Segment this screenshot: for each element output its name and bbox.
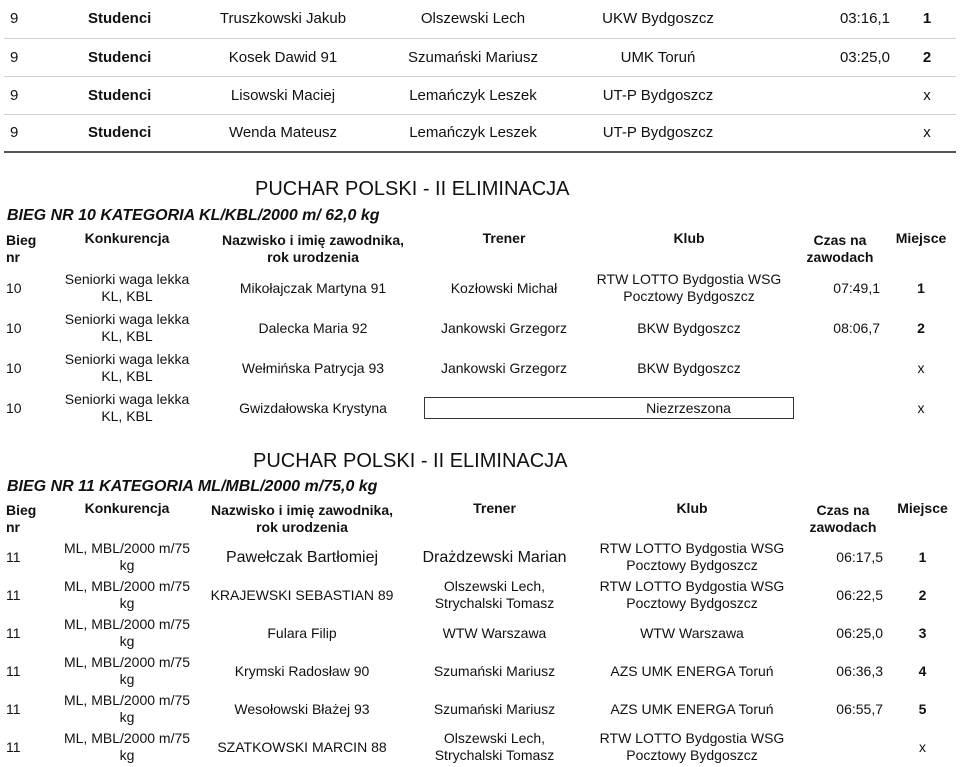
miejsce-cell: 3 [918, 624, 927, 641]
header-konkurencja: Konkurencja [84, 230, 170, 246]
klub-cell: AZS UMK ENERGA Toruń [610, 662, 774, 679]
czas-cell: 06:25,0 [836, 624, 883, 641]
zawodnik-cell: Gwizdałowska Krystyna [239, 399, 387, 416]
table-row [4, 388, 956, 428]
zawodnik-cell: Fulara Filip [267, 624, 337, 641]
header-czas: Czas na [816, 502, 870, 518]
zawodnik-cell: Lisowski Maciej [188, 76, 378, 114]
trener-cell [424, 388, 584, 428]
klub-cell: BKW Bydgoszcz [637, 319, 741, 336]
klub-cell [584, 388, 794, 428]
miejsce-cell: 4 [918, 662, 927, 679]
zawodnik-cell: Pawełczak Bartłomiej [225, 548, 379, 566]
zawodnik-cell: KRAJEWSKI SEBASTIAN 89 [210, 586, 394, 603]
section-subheading: BIEG NR 11 KATEGORIA ML/MBL/2000 m/75,0 kg [7, 478, 378, 495]
header-konkurencja: Konkurencja [84, 500, 170, 516]
czas-cell: 03:16,1 [748, 0, 898, 38]
miejsce-cell: 1 [917, 279, 925, 296]
trener-cell-2: Strychalski Tomasz [434, 747, 555, 763]
konkurencja-cell-2: kg [119, 709, 135, 725]
trener-cell: Kozłowski Michał [450, 279, 558, 296]
konkurencja-cell-2: kg [119, 671, 135, 687]
miejsce-cell: 2 [917, 319, 925, 336]
trener-cell: Szumański Mariusz [433, 662, 556, 679]
table-row [4, 268, 956, 308]
kategoria-cell: Studenci [88, 114, 188, 152]
konkurencja-cell-2: KL, KBL [101, 328, 153, 344]
trener-cell: Olszewski Lech [378, 0, 568, 38]
bieg-cell: 9 [4, 38, 88, 76]
trener-cell: WTW Warszawa [442, 624, 547, 641]
header-nr: nr [6, 519, 20, 535]
zawodnik-cell: SZATKOWSKI MARCIN 88 [217, 738, 387, 755]
results-table-studenci [4, 0, 956, 153]
klub-cell-2: Pocztowy Bydgoszcz [626, 747, 758, 763]
header-nr: nr [6, 249, 20, 265]
trener-cell: Olszewski Lech, [443, 578, 546, 594]
section-subheading: BIEG NR 10 KATEGORIA KL/KBL/2000 m/ 62,0 kg [7, 207, 380, 224]
zawodnik-cell: Krymski Radosław 90 [234, 662, 370, 679]
header-rok-urodzenia: rok urodzenia [256, 519, 348, 535]
header-trener: Trener [482, 230, 526, 246]
trener-cell: Drażdzewski Marian [422, 548, 567, 566]
kategoria-cell: Studenci [88, 76, 188, 114]
kategoria-cell: Studenci [88, 38, 188, 76]
konkurencja-cell: Seniorki waga lekka [64, 271, 190, 287]
trener-cell: Lemańczyk Leszek [378, 76, 568, 114]
konkurencja-cell-2: kg [119, 595, 135, 611]
czas-cell [748, 76, 898, 114]
czas-cell: 06:17,5 [836, 548, 883, 565]
bieg-cell: 11 [6, 700, 21, 717]
czas-cell: 06:22,5 [836, 586, 883, 603]
miejsce-cell: x [898, 76, 956, 114]
czas-cell: 07:49,1 [833, 279, 880, 296]
miejsce-cell: 2 [918, 586, 927, 603]
bieg-cell: 11 [6, 624, 21, 641]
zawodnik-cell: Wenda Mateusz [188, 114, 378, 152]
table-row [4, 114, 956, 152]
header-zawodnik: Nazwisko i imię zawodnika, [210, 502, 394, 518]
konkurencja-cell: Seniorki waga lekka [64, 311, 190, 327]
konkurencja-cell: ML, MBL/2000 m/75 [63, 616, 191, 632]
section-heading: PUCHAR POLSKI - II ELIMINACJA [255, 178, 570, 200]
konkurencja-cell-2: kg [119, 747, 135, 763]
section-heading: PUCHAR POLSKI - II ELIMINACJA [253, 450, 568, 472]
czas-cell [748, 114, 898, 152]
czas-cell [794, 348, 886, 388]
header-klub: Klub [676, 500, 708, 516]
trener-cell-2: Strychalski Tomasz [434, 595, 555, 611]
zawodnik-cell: Wełmińska Patrycja 93 [241, 359, 385, 376]
trener-cell: Szumański Mariusz [433, 700, 556, 717]
miejsce-cell: x [898, 114, 956, 152]
miejsce-cell: x [917, 399, 925, 416]
miejsce-cell: 2 [898, 38, 956, 76]
table-row [4, 76, 956, 114]
miejsce-cell: 5 [918, 700, 927, 717]
miejsce-cell: x [919, 738, 926, 755]
zawodnik-cell: Wesołowski Błażej 93 [234, 700, 370, 717]
miejsce-cell: 1 [898, 0, 956, 38]
header-row [4, 230, 956, 268]
trener-cell: Szumański Mariusz [378, 38, 568, 76]
table-row [4, 728, 956, 766]
bieg-cell: 10 [6, 319, 22, 336]
klub-cell-2: Pocztowy Bydgoszcz [623, 288, 755, 304]
konkurencja-cell-2: KL, KBL [101, 288, 153, 304]
table-row [4, 308, 956, 348]
klub-value: Niezrzeszona [584, 397, 794, 419]
klub-cell: UKW Bydgoszcz [568, 0, 748, 38]
konkurencja-cell-2: KL, KBL [101, 408, 153, 424]
konkurencja-cell-2: KL, KBL [101, 368, 153, 384]
konkurencja-cell: Seniorki waga lekka [64, 351, 190, 367]
bieg-cell: 9 [4, 0, 88, 38]
konkurencja-cell: ML, MBL/2000 m/75 [63, 578, 191, 594]
czas-cell: 03:25,0 [748, 38, 898, 76]
trener-cell: Lemańczyk Leszek [378, 114, 568, 152]
czas-cell: 08:06,7 [833, 319, 880, 336]
klub-cell: UMK Toruń [568, 38, 748, 76]
results-table-bieg-11 [4, 500, 956, 766]
miejsce-cell: 1 [918, 548, 927, 565]
table-row [4, 576, 956, 614]
konkurencja-cell: Seniorki waga lekka [64, 391, 190, 407]
bieg-cell: 9 [4, 76, 88, 114]
header-miejsce: Miejsce [895, 230, 947, 246]
konkurencja-cell: ML, MBL/2000 m/75 [63, 730, 191, 746]
header-zawodach: zawodach [806, 249, 874, 265]
header-miejsce: Miejsce [897, 500, 948, 516]
table-row [4, 348, 956, 388]
konkurencja-cell-2: kg [119, 633, 135, 649]
trener-cell: Jankowski Grzegorz [440, 359, 568, 376]
header-row [4, 500, 956, 538]
klub-cell: WTW Warszawa [640, 624, 744, 641]
table-row [4, 0, 956, 38]
bieg-cell: 9 [4, 114, 88, 152]
czas-cell [797, 728, 889, 766]
header-bieg: Bieg [6, 502, 37, 518]
table-row [4, 538, 956, 576]
klub-cell-2: Pocztowy Bydgoszcz [626, 595, 758, 611]
table-row [4, 38, 956, 76]
zawodnik-cell: Truszkowski Jakub [188, 0, 378, 38]
klub-cell: UT-P Bydgoszcz [568, 76, 748, 114]
zawodnik-cell: Mikołajczak Martyna 91 [239, 279, 387, 296]
czas-cell: 06:55,7 [836, 700, 883, 717]
bieg-cell: 11 [6, 738, 21, 755]
konkurencja-cell-2: kg [119, 557, 135, 573]
konkurencja-cell: ML, MBL/2000 m/75 [63, 540, 191, 556]
header-zawodach: zawodach [809, 519, 877, 535]
trener-cell: Jankowski Grzegorz [440, 319, 568, 336]
konkurencja-cell: ML, MBL/2000 m/75 [63, 692, 191, 708]
konkurencja-cell: ML, MBL/2000 m/75 [63, 654, 191, 670]
klub-cell: RTW LOTTO Bydgostia WSG [599, 730, 785, 746]
header-bieg: Bieg [6, 232, 37, 248]
miejsce-cell: x [917, 359, 925, 376]
kategoria-cell: Studenci [88, 0, 188, 38]
zawodnik-cell: Dalecka Maria 92 [258, 319, 368, 336]
klub-cell-2: Pocztowy Bydgoszcz [626, 557, 758, 573]
zawodnik-cell: Kosek Dawid 91 [188, 38, 378, 76]
bieg-cell: 11 [6, 548, 21, 565]
header-czas: Czas na [813, 232, 867, 248]
bieg-cell: 11 [6, 586, 21, 603]
klub-cell: AZS UMK ENERGA Toruń [610, 700, 774, 717]
bieg-cell: 11 [6, 662, 21, 679]
klub-cell: RTW LOTTO Bydgostia WSG [599, 578, 785, 594]
trener-cell: Olszewski Lech, [443, 730, 546, 746]
header-trener: Trener [473, 500, 516, 516]
results-table-bieg-10 [4, 230, 956, 428]
klub-cell: RTW LOTTO Bydgostia WSG [599, 540, 785, 556]
bieg-cell: 10 [6, 399, 22, 416]
header-zawodnik: Nazwisko i imię zawodnika, [221, 232, 405, 248]
klub-cell: BKW Bydgoszcz [637, 359, 741, 376]
klub-cell: UT-P Bydgoszcz [568, 114, 748, 152]
czas-cell: 06:36,3 [836, 662, 883, 679]
table-row [4, 614, 956, 652]
bieg-cell: 10 [6, 359, 22, 376]
table-row [4, 652, 956, 690]
bieg-cell: 10 [6, 279, 22, 296]
header-klub: Klub [673, 230, 705, 246]
czas-cell [794, 388, 886, 428]
table-row [4, 690, 956, 728]
header-rok-urodzenia: rok urodzenia [267, 249, 359, 265]
klub-cell: RTW LOTTO Bydgostia WSG [596, 271, 782, 287]
